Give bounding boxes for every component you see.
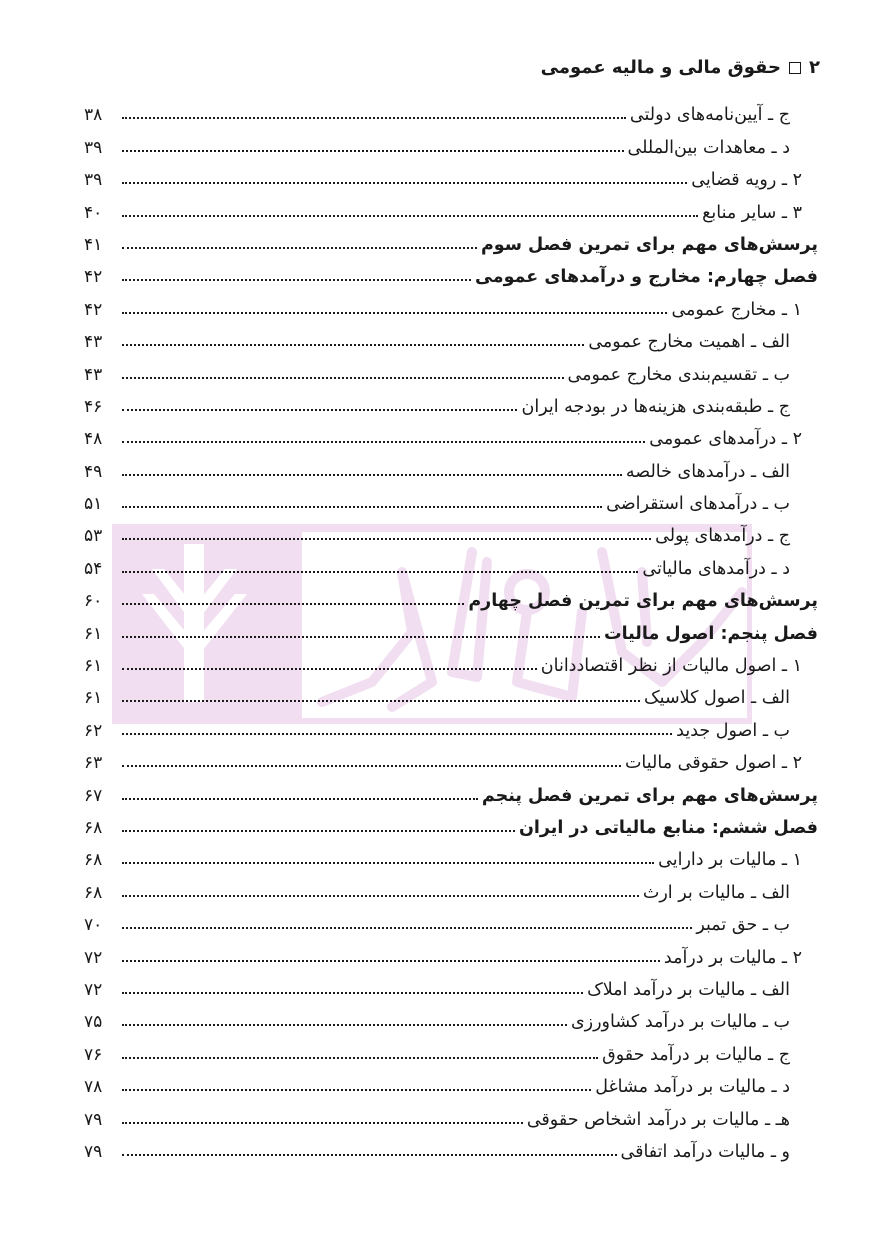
table-of-contents — [84, 97, 820, 1166]
dot-leader — [122, 1057, 598, 1059]
dot-leader — [122, 215, 698, 217]
toc-entry[interactable] — [84, 356, 820, 388]
toc-entry-page-number: ۵۱ — [84, 494, 103, 515]
toc-entry-title: ج ـ درآمدهای پولی — [655, 526, 790, 547]
toc-entry-title: الف ـ اهمیت مخارج عمومی — [588, 332, 790, 353]
toc-entry-title: الف ـ درآمدهای خالصه — [625, 461, 790, 482]
toc-entry-page-number: ۴۰ — [84, 202, 103, 223]
toc-entry[interactable] — [84, 194, 820, 226]
dot-leader — [122, 312, 667, 314]
toc-entry-page-number: ۷۹ — [84, 1141, 103, 1162]
toc-entry-title: ۱ ـ مخارج عمومی — [671, 299, 802, 320]
dot-leader — [122, 895, 639, 897]
dot-leader — [122, 992, 583, 994]
dot-leader — [122, 538, 651, 540]
dot-leader — [122, 117, 626, 119]
toc-entry-page-number: ۴۳ — [84, 332, 103, 353]
toc-entry[interactable] — [84, 486, 820, 518]
dot-leader — [122, 247, 477, 249]
dot-leader — [122, 733, 672, 735]
toc-entry-title: د ـ مالیات بر درآمد مشاغل — [595, 1077, 790, 1098]
toc-entry[interactable] — [84, 745, 820, 777]
toc-entry-title: د ـ معاهدات بین‌المللی — [627, 137, 790, 158]
toc-entry[interactable] — [84, 874, 820, 906]
dot-leader — [122, 344, 584, 346]
toc-entry-page-number: ۶۸ — [84, 850, 103, 871]
toc-entry-title: فصل ششم: منابع مالیاتی در ایران — [518, 817, 818, 838]
toc-entry-page-number: ۶۷ — [84, 785, 103, 806]
toc-entry-page-number: ۶۱ — [84, 623, 103, 644]
toc-entry-title: الف ـ مالیات بر درآمد املاک — [587, 979, 790, 1000]
toc-entry-page-number: ۶۸ — [84, 882, 103, 903]
toc-entry-title: ۲ ـ درآمدهای عمومی — [649, 429, 802, 450]
toc-entry-page-number: ۶۳ — [84, 753, 103, 774]
toc-entry-page-number: ۶۱ — [84, 656, 103, 677]
toc-entry-page-number: ۳۹ — [84, 137, 103, 158]
dot-leader — [122, 603, 464, 605]
toc-entry-page-number: ۵۳ — [84, 526, 103, 547]
toc-entry[interactable] — [84, 1134, 820, 1166]
toc-entry[interactable] — [84, 1004, 820, 1036]
toc-entry-page-number: ۷۲ — [84, 947, 103, 968]
toc-entry[interactable] — [84, 227, 820, 259]
toc-entry[interactable] — [84, 518, 820, 550]
dot-leader — [122, 506, 602, 508]
dot-leader — [122, 150, 624, 152]
toc-entry-page-number: ۴۸ — [84, 429, 103, 450]
toc-entry[interactable] — [84, 1069, 820, 1101]
toc-entry-title: ج ـ مالیات بر درآمد حقوق — [602, 1044, 790, 1065]
toc-entry-title: پرسش‌های مهم برای تمرین فصل سوم — [480, 234, 818, 255]
toc-entry-page-number: ۷۵ — [84, 1012, 103, 1033]
toc-entry-title: ۲ ـ مالیات بر درآمد — [663, 947, 802, 968]
dot-leader — [122, 1024, 567, 1026]
toc-entry[interactable] — [84, 777, 820, 809]
toc-entry[interactable] — [84, 97, 820, 129]
toc-entry-page-number: ۷۲ — [84, 979, 103, 1000]
toc-entry-page-number: ۶۲ — [84, 720, 103, 741]
toc-entry[interactable] — [84, 680, 820, 712]
toc-entry-title: ۲ ـ رویه قضایی — [691, 170, 802, 191]
dot-leader — [122, 700, 640, 702]
toc-entry-title: ب ـ اصول جدید — [676, 720, 790, 741]
toc-entry[interactable] — [84, 842, 820, 874]
header-page-number: ۲ — [809, 57, 820, 78]
toc-entry-title: ج ـ آیین‌نامه‌های دولتی — [629, 105, 790, 126]
toc-entry[interactable] — [84, 259, 820, 291]
toc-entry-title: الف ـ مالیات بر ارث — [642, 882, 790, 903]
toc-entry[interactable] — [84, 712, 820, 744]
toc-entry-page-number: ۶۱ — [84, 688, 103, 709]
toc-entry[interactable] — [84, 162, 820, 194]
toc-entry[interactable] — [84, 1036, 820, 1068]
toc-entry-page-number: ۷۶ — [84, 1044, 103, 1065]
toc-entry[interactable] — [84, 615, 820, 647]
toc-entry-title: پرسش‌های مهم برای تمرین فصل پنجم — [481, 785, 818, 806]
toc-entry[interactable] — [84, 129, 820, 161]
toc-entry-page-number: ۴۹ — [84, 461, 103, 482]
dot-leader — [122, 377, 564, 379]
dot-leader — [122, 636, 600, 638]
toc-entry-page-number: ۳۹ — [84, 170, 103, 191]
toc-entry-title: ۱ ـ اصول مالیات از نظر اقتصاددانان — [540, 656, 802, 677]
toc-entry-title: ج ـ طبقه‌بندی هزینه‌ها در بودجه ایران — [521, 396, 790, 417]
toc-entry-title: فصل چهارم: مخارج و درآمدهای عمومی — [475, 267, 818, 288]
toc-entry[interactable] — [84, 907, 820, 939]
dot-leader — [122, 1122, 523, 1124]
toc-entry-page-number: ۳۸ — [84, 105, 103, 126]
toc-entry-title: ب ـ مالیات بر درآمد کشاورزی — [570, 1012, 790, 1033]
toc-entry-page-number: ۵۴ — [84, 558, 103, 579]
toc-entry[interactable] — [84, 421, 820, 453]
toc-entry-title: ب ـ حق تمبر — [696, 915, 790, 936]
toc-entry[interactable] — [84, 648, 820, 680]
toc-entry[interactable] — [84, 810, 820, 842]
toc-entry[interactable] — [84, 972, 820, 1004]
toc-entry-title: هـ ـ مالیات بر درآمد اشخاص حقوقی — [526, 1109, 790, 1130]
toc-entry-title: ب ـ تقسیم‌بندی مخارج عمومی — [567, 364, 790, 385]
toc-entry-title: الف ـ اصول کلاسیک — [644, 688, 790, 709]
toc-entry[interactable] — [84, 453, 820, 485]
toc-entry[interactable] — [84, 389, 820, 421]
toc-entry-title: ب ـ درآمدهای استقراضی — [606, 494, 790, 515]
toc-entry-title: و ـ مالیات درآمد اتفاقی — [620, 1141, 790, 1162]
toc-entry[interactable] — [84, 550, 820, 582]
dot-leader — [122, 927, 692, 929]
toc-entry-page-number: ۶۸ — [84, 817, 103, 838]
toc-entry-page-number: ۷۰ — [84, 915, 103, 936]
toc-entry[interactable] — [84, 939, 820, 971]
dot-leader — [122, 960, 660, 962]
dot-leader — [122, 668, 537, 670]
toc-entry-page-number: ۴۶ — [84, 396, 103, 417]
dot-leader — [122, 798, 478, 800]
dot-leader — [122, 862, 654, 864]
toc-entry-page-number: ۴۲ — [84, 267, 103, 288]
header-book-title: حقوق مالی و مالیه عمومی — [540, 57, 781, 78]
dot-leader — [122, 474, 622, 476]
toc-entry-page-number: ۴۲ — [84, 299, 103, 320]
toc-entry[interactable] — [84, 583, 820, 615]
toc-entry-page-number: ۷۹ — [84, 1109, 103, 1130]
toc-entry-title: فصل پنجم: اصول مالیات — [604, 623, 818, 644]
toc-entry-title: پرسش‌های مهم برای تمرین فصل چهارم — [468, 591, 818, 612]
dot-leader — [122, 182, 687, 184]
toc-entry-title: د ـ درآمدهای مالیاتی — [642, 558, 790, 579]
toc-entry[interactable] — [84, 324, 820, 356]
dot-leader — [122, 571, 638, 573]
toc-entry-title: ۱ ـ مالیات بر دارایی — [658, 850, 802, 871]
dot-leader — [122, 279, 471, 281]
dot-leader — [122, 1154, 617, 1156]
dot-leader — [122, 765, 621, 767]
toc-entry-page-number: ۷۸ — [84, 1077, 103, 1098]
toc-entry-page-number: ۴۳ — [84, 364, 103, 385]
toc-entry-page-number: ۴۱ — [84, 234, 103, 255]
dot-leader — [122, 441, 645, 443]
toc-entry-title: ۲ ـ اصول حقوقی مالیات — [624, 753, 802, 774]
toc-entry-title: ۳ ـ سایر منابع — [702, 202, 802, 223]
toc-entry[interactable] — [84, 291, 820, 323]
dot-leader — [122, 409, 517, 411]
toc-entry-page-number: ۶۰ — [84, 591, 103, 612]
toc-entry[interactable] — [84, 1101, 820, 1133]
dot-leader — [122, 830, 515, 832]
square-separator-icon — [789, 62, 801, 74]
dot-leader — [122, 1089, 591, 1091]
running-header — [541, 57, 820, 78]
